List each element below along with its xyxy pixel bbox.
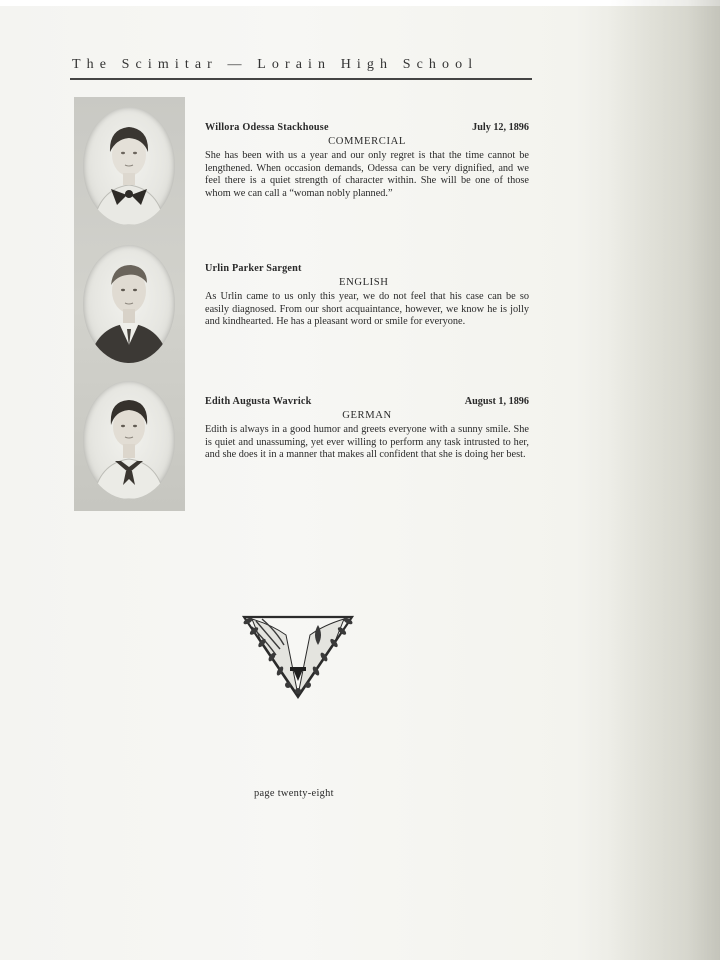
laurel-shield-emblem-icon — [238, 605, 358, 701]
entry-header — [205, 396, 529, 409]
photo-strip — [74, 97, 185, 511]
student-bio: She has been with us a year and our only regret is that the time cannot be lengthened. When occasion demands, Odessa can be very dignified, and we feel there is a quiet strength of character within. She will be one of those whom we can call a “woman nobly planned.” — [205, 150, 529, 199]
page-number: page twenty-eight — [254, 788, 334, 799]
entry-header — [205, 122, 529, 135]
student-entry — [205, 263, 529, 329]
student-name: Edith Augusta Wavrick — [205, 396, 312, 407]
birth-date: July 12, 1896 — [472, 122, 529, 133]
student-name: Willora Odessa Stackhouse — [205, 122, 329, 133]
entry-header — [205, 263, 529, 276]
student-entry — [205, 122, 529, 200]
student-entry — [205, 396, 529, 462]
birth-date: August 1, 1896 — [464, 396, 529, 407]
running-head: The Scimitar — Lorain High School — [72, 57, 479, 72]
portrait-urlin-sargent — [83, 245, 175, 363]
student-bio: Edith is always in a good humor and greets everyone with a sunny smile. She is quiet and unassuming, yet ever willing to perform any task intrusted to her, and she does it in a manner that makes all confident that she is doing her best. — [205, 424, 529, 461]
course-of-study: GERMAN — [342, 410, 392, 421]
course-of-study: ENGLISH — [339, 277, 389, 288]
student-name: Urlin Parker Sargent — [205, 263, 302, 274]
header-rule — [70, 78, 532, 80]
page-gutter-shadow — [610, 0, 720, 960]
portrait-edith-wavrick — [83, 381, 175, 499]
student-bio: As Urlin came to us only this year, we do not feel that his case can be so easily diagnosed. From our short acquaintance, however, we know he is jolly and kindhearted. He has a pleasant word or smile for everyone. — [205, 291, 529, 328]
course-of-study: COMMERCIAL — [328, 136, 406, 147]
portrait-willora-stackhouse — [83, 107, 175, 225]
